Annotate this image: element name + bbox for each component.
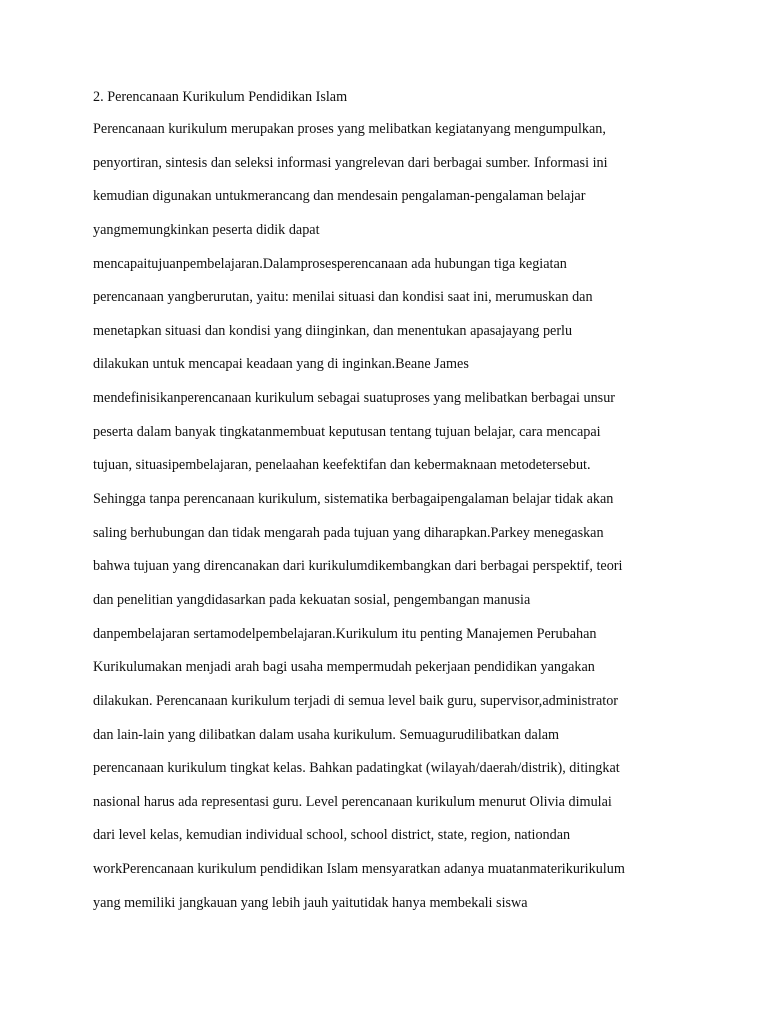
text-line-21: nasional harus ada representasi guru. Level perencanaan kurikulum menurut Olivia dimulai [93,793,612,810]
body-paragraph [93,119,693,926]
text-line-9: mendefinisikanperencanaan kurikulum sebagai suatuproses yang melibatkan berbagai unsur [93,390,616,407]
text-line-22: dari level kelas, kemudian individual school, school district, state, region, nationdan [93,827,571,844]
text-line-11: tujuan, situasipembelajaran, penelaahan keefektifan dan kebermaknaan metodetersebut. [93,457,591,474]
text-line-4: yangmemungkinkan peserta didik dapat [93,221,320,238]
text-line-15: dan penelitian yangdidasarkan pada kekuatan sosial, pengembangan manusia [93,591,531,608]
text-line-18: dilakukan. Perencanaan kurikulum terjadi di semua level baik guru, supervisor,administrator [93,692,619,709]
text-line-14: bahwa tujuan yang direncanakan dari kurikulumdikembangkan dari berbagai perspektif, teori [93,558,623,575]
text-line-2: penyortiran, sintesis dan seleksi informasi yangrelevan dari berbagai sumber. Informasi ini [93,154,608,171]
text-line-17: Kurikulumakan menjadi arah bagi usaha mempermudah pekerjaan pendidikan yangakan [93,659,595,676]
text-line-7: menetapkan situasi dan kondisi yang diinginkan, dan menentukan apasajayang perlu [93,322,573,339]
text-line-16: danpembelajaran sertamodelpembelajaran.Kurikulum itu penting Manajemen Perubahan [93,625,597,642]
text-line-6: perencanaan yangberurutan, yaitu: menilai situasi dan kondisi saat ini, merumuskan dan [93,289,593,306]
text-line-13: saling berhubungan dan tidak mengarah pada tujuan yang diharapkan.Parkey menegaskan [93,524,604,541]
text-line-3: kemudian digunakan untukmerancang dan mendesain pengalaman-pengalaman belajar [93,188,586,205]
text-line-5: mencapaitujuanpembelajaran.Dalamprosesperencanaan ada hubungan tiga kegiatan [93,255,567,272]
text-line-19: dan lain-lain yang dilibatkan dalam usaha kurikulum. Semuagurudilibatkan dalam [93,726,560,743]
text-line-10: peserta dalam banyak tingkatanmembuat keputusan tentang tujuan belajar, cara mencapai [93,423,601,440]
text-line-24: yang memiliki jangkauan yang lebih jauh yaitutidak hanya membekali siswa [93,894,528,911]
section-heading: 2. Perencanaan Kurikulum Pendidikan Islam [93,89,348,105]
text-line-23: workPerencanaan kurikulum pendidikan Islam mensyaratkan adanya muatanmaterikurikulum [93,861,625,878]
text-line-1: Perencanaan kurikulum merupakan proses yang melibatkan kegiatanyang mengumpulkan, [93,121,606,137]
text-line-20: perencanaan kurikulum tingkat kelas. Bahkan padatingkat (wilayah/daerah/distrik), ditingkat [93,760,620,777]
text-line-8: dilakukan untuk mencapai keadaan yang di inginkan.Beane James [93,356,469,373]
text-line-12: Sehingga tanpa perencanaan kurikulum, sistematika berbagaipengalaman belajar tidak akan [93,491,614,508]
